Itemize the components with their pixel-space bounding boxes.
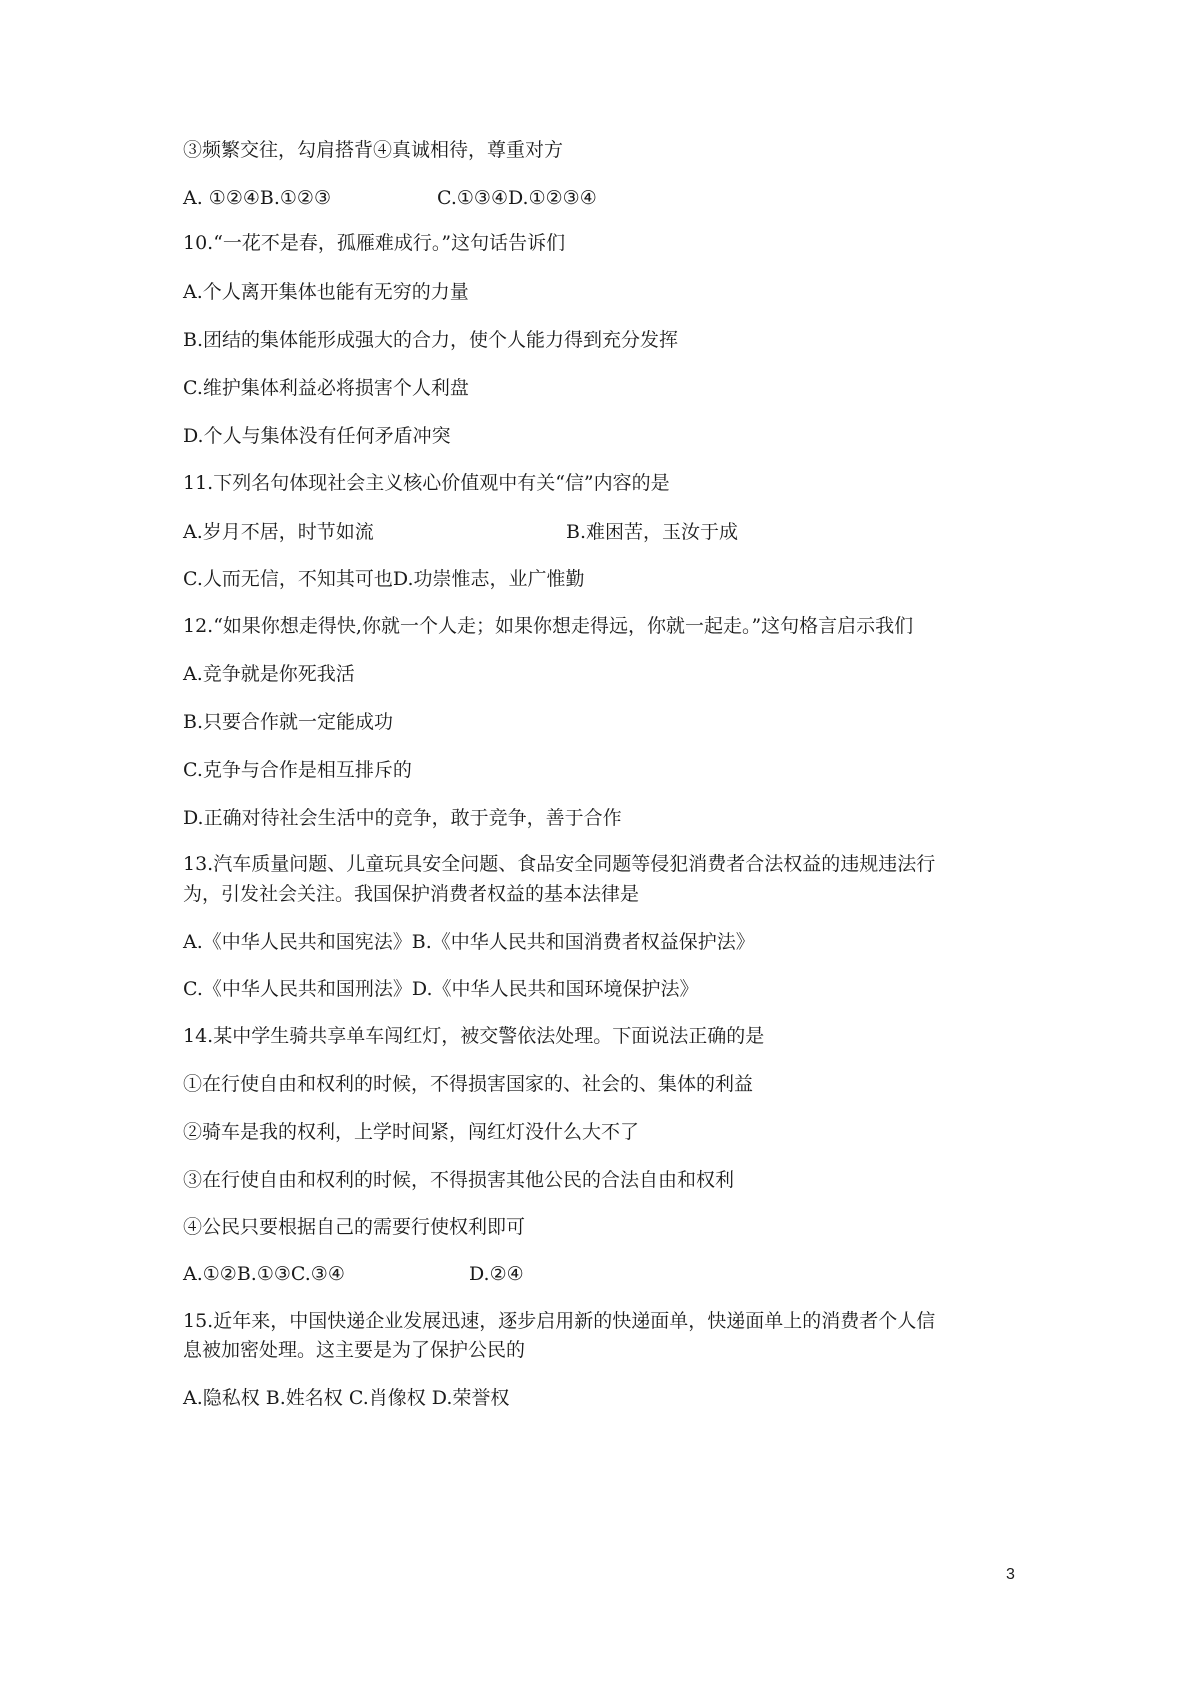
- q13-options-ab: A.《中华人民共和国宪法》B.《中华人民共和国消费者权益保护法》: [183, 931, 755, 953]
- q10-option-c: C.维护集体利益必将损害个人利盘: [183, 377, 469, 399]
- q12-option-d: D.正确对待社会生活中的竞争，敢于竞争，善于合作: [183, 807, 622, 829]
- q12-option-a: A.竞争就是你死我活: [183, 663, 355, 685]
- q14-statement-1: ①在行使自由和权利的时候，不得损害国家的、社会的、集体的利益: [183, 1073, 754, 1095]
- q13-stem-line1: 13.汽车质量问题、儿童玩具安全问题、食品安全同题等侵犯消费者合法权益的违规违法行: [183, 853, 936, 875]
- q14-options-left: A.①②B.①③C.③④: [183, 1263, 345, 1285]
- q9-options-left: A. ①②④B.①②③: [183, 187, 332, 209]
- q12-option-b: B.只要合作就一定能成功: [183, 711, 394, 733]
- q15-stem-line2: 息被加密处理。这主要是为了保护公民的: [183, 1339, 526, 1361]
- q10-option-b: B.团结的集体能形成强大的合力，使个人能力得到充分发挥: [183, 329, 679, 351]
- q15-options: A.隐私权 B.姓名权 C.肖像权 D.荣誉权: [183, 1387, 510, 1409]
- q14-statement-4: ④公民只要根据自己的需要行使权利即可: [183, 1216, 526, 1238]
- q13-options-cd: C.《中华人民共和国刑法》D.《中华人民共和国环境保护法》: [183, 978, 699, 1000]
- q13-stem-line2: 为，引发社会关注。我国保护消费者权益的基本法律是: [183, 883, 640, 905]
- q11-stem: 11.下列名句体现社会主义核心价值观中有关“信”内容的是: [183, 472, 670, 494]
- q9-options-right: C.①③④D.①②③④: [437, 187, 597, 209]
- q10-option-d: D.个人与集体没有任何矛盾冲突: [183, 425, 451, 447]
- q11-option-b: B.难困苦，玉汝于成: [566, 521, 739, 543]
- q12-option-c: C.克争与合作是相互排斥的: [183, 759, 412, 781]
- q14-options-right: D.②④: [469, 1263, 524, 1285]
- page-number: 3: [1006, 1566, 1015, 1583]
- q10-stem: 10.“一花不是春，孤雁难成行。”这句话告诉们: [183, 232, 566, 254]
- q14-statement-3: ③在行使自由和权利的时候，不得损害其他公民的合法自由和权利: [183, 1169, 735, 1191]
- q9-statement-cont: ③频繁交往，勾肩搭背④真诚相待，尊重对方: [183, 139, 564, 161]
- q11-options-cd: C.人而无信，不知其可也D.功崇惟志，业广惟勤: [183, 568, 585, 590]
- q14-stem: 14.某中学生骑共享单车闯红灯，被交警依法处理。下面说法正确的是: [183, 1025, 765, 1047]
- q12-stem: 12.“如果你想走得快,你就一个人走；如果你想走得远，你就一起走。”这句格言启示我们: [183, 615, 914, 637]
- q15-stem-line1: 15.近年来，中国快递企业发展迅速，逐步启用新的快递面单，快递面单上的消费者个人信: [183, 1310, 936, 1332]
- q10-option-a: A.个人离开集体也能有无穷的力量: [183, 281, 469, 303]
- q11-option-a: A.岁月不居，时节如流: [183, 521, 374, 543]
- q14-statement-2: ②骑车是我的权利，上学时间紧，闯红灯没什么大不了: [183, 1121, 640, 1143]
